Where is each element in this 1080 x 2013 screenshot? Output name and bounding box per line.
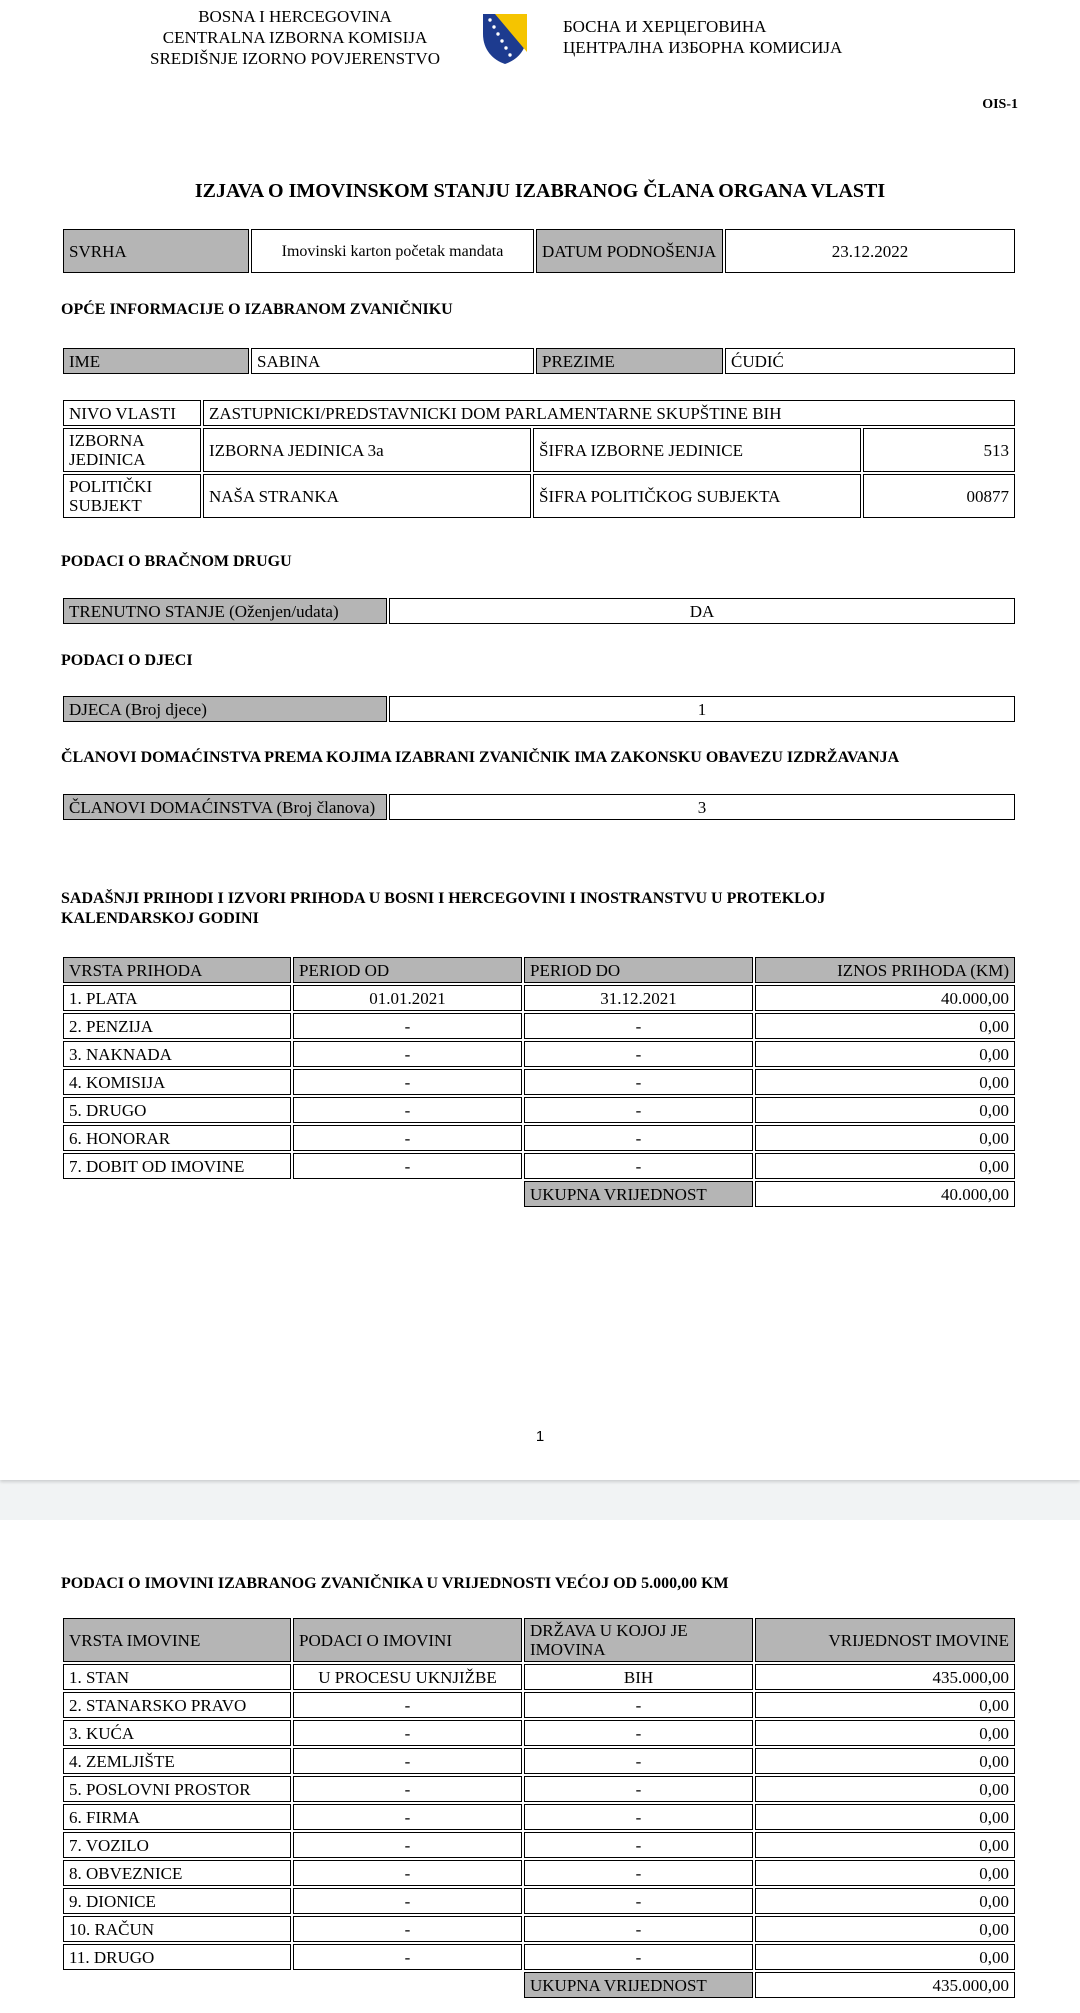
income-amount: 0,00 — [755, 1069, 1015, 1095]
asset-value: 0,00 — [755, 1748, 1015, 1774]
household-value: 3 — [389, 794, 1015, 820]
asset-country: - — [524, 1944, 753, 1970]
income-table — [61, 955, 1017, 1209]
header-line: БОСНА И ХЕРЦЕГОВИНА — [563, 17, 767, 36]
household-heading: ČLANOVI DOMAĆINSTVA PREMA KOJIMA IZABRANI ZVANIČNIK IMA ZAKONSKU OBAVEZU IZDRŽAVANJA — [61, 749, 900, 766]
income-to: - — [524, 1097, 753, 1123]
unit-value: IZBORNA JEDINICA 3a — [203, 428, 531, 472]
assets-header-details: PODACI O IMOVINI — [293, 1618, 522, 1662]
asset-details: - — [293, 1860, 522, 1886]
table-row — [63, 1013, 1015, 1039]
income-amount: 0,00 — [755, 1125, 1015, 1151]
asset-details: - — [293, 1944, 522, 1970]
income-from: - — [293, 1041, 522, 1067]
asset-details: - — [293, 1692, 522, 1718]
income-type: 7. DOBIT OD IMOVINE — [63, 1153, 291, 1179]
name-table — [61, 346, 1017, 376]
party-value: NAŠA STRANKA — [203, 474, 531, 518]
table-row — [63, 1832, 1015, 1858]
assets-header-value: VRIJEDNOST IMOVINE — [755, 1618, 1015, 1662]
level-label: NIVO VLASTI — [63, 400, 201, 426]
table-row — [63, 1125, 1015, 1151]
purpose-table — [61, 227, 1017, 275]
assets-table — [61, 1616, 1017, 2000]
income-type: 5. DRUGO — [63, 1097, 291, 1123]
asset-country: - — [524, 1776, 753, 1802]
asset-type: 6. FIRMA — [63, 1804, 291, 1830]
children-table — [61, 694, 1017, 724]
income-total-label: UKUPNA VRIJEDNOST — [524, 1181, 753, 1207]
header-line: SREDIŠNJE IZORNO POVJERENSTVO — [150, 49, 440, 68]
asset-details: U PROCESU UKNJIŽBE — [293, 1664, 522, 1690]
asset-country: - — [524, 1804, 753, 1830]
spouse-table — [61, 596, 1017, 626]
unit-label: IZBORNA JEDINICA — [63, 428, 201, 472]
header-line: BOSNA I HERCEGOVINA — [198, 7, 392, 26]
income-to: 31.12.2021 — [524, 985, 753, 1011]
asset-type: 10. RAČUN — [63, 1916, 291, 1942]
table-row — [63, 1860, 1015, 1886]
form-code: OIS-1 — [982, 97, 1018, 112]
table-row — [63, 1720, 1015, 1746]
table-row — [63, 1804, 1015, 1830]
income-total-value: 40.000,00 — [755, 1181, 1015, 1207]
bih-coat-of-arms-icon — [481, 12, 529, 66]
asset-details: - — [293, 1916, 522, 1942]
asset-value: 0,00 — [755, 1916, 1015, 1942]
purpose-label: SVRHA — [63, 229, 249, 273]
table-row — [63, 1776, 1015, 1802]
income-header-type: VRSTA PRIHODA — [63, 957, 291, 983]
document-page-2 — [0, 1520, 1080, 2013]
asset-country: - — [524, 1916, 753, 1942]
table-row — [63, 1692, 1015, 1718]
assets-heading: PODACI O IMOVINI IZABRANOG ZVANIČNIKA U VRIJEDNOSTI VEĆOJ OD 5.000,00 KM — [61, 1575, 729, 1592]
name-label: IME — [63, 348, 249, 374]
header-line: CENTRALNA IZBORNA KOMISIJA — [162, 28, 428, 47]
asset-value: 0,00 — [755, 1888, 1015, 1914]
official-info-table — [61, 398, 1017, 520]
income-header-from: PERIOD OD — [293, 957, 522, 983]
income-to: - — [524, 1153, 753, 1179]
asset-type: 9. DIONICE — [63, 1888, 291, 1914]
income-from: - — [293, 1153, 522, 1179]
assets-total-label: UKUPNA VRIJEDNOST — [524, 1972, 753, 1998]
asset-details: - — [293, 1776, 522, 1802]
page-number: 1 — [535, 1428, 545, 1445]
name-value: SABINA — [251, 348, 534, 374]
table-row — [63, 1069, 1015, 1095]
income-amount: 0,00 — [755, 1013, 1015, 1039]
table-row — [63, 1664, 1015, 1690]
asset-type: 2. STANARSKO PRAVO — [63, 1692, 291, 1718]
table-row — [63, 1748, 1015, 1774]
children-value: 1 — [389, 696, 1015, 722]
general-heading: OPĆE INFORMACIJE O IZABRANOM ZVANIČNIKU — [61, 301, 453, 318]
income-to: - — [524, 1125, 753, 1151]
children-label: DJECA (Broj djece) — [63, 696, 387, 722]
spouse-value: DA — [389, 598, 1015, 624]
assets-total-row — [63, 1972, 1015, 1998]
asset-type: 11. DRUGO — [63, 1944, 291, 1970]
table-row — [63, 1041, 1015, 1067]
header-right-cyrillic — [563, 16, 893, 58]
table-row — [63, 985, 1015, 1011]
header-line: ЦЕНТРАЛНА ИЗБОРНА КОМИСИЈА — [563, 38, 843, 57]
children-heading: PODACI O DJECI — [61, 652, 193, 669]
asset-type: 1. STAN — [63, 1664, 291, 1690]
surname-value: ĆUDIĆ — [725, 348, 1015, 374]
asset-details: - — [293, 1832, 522, 1858]
income-heading — [61, 889, 825, 929]
party-label: POLITIČKI SUBJEKT — [63, 474, 201, 518]
income-heading-line: KALENDARSKOJ GODINI — [61, 910, 259, 927]
asset-type: 7. VOZILO — [63, 1832, 291, 1858]
assets-header-type: VRSTA IMOVINE — [63, 1618, 291, 1662]
asset-value: 0,00 — [755, 1832, 1015, 1858]
income-type: 4. KOMISIJA — [63, 1069, 291, 1095]
income-header-to: PERIOD DO — [524, 957, 753, 983]
asset-value: 0,00 — [755, 1804, 1015, 1830]
asset-type: 3. KUĆA — [63, 1720, 291, 1746]
income-heading-line: SADAŠNJI PRIHODI I IZVORI PRIHODA U BOSNI I HERCEGOVINI I INOSTRANSTVU U PROTEKLOJ — [61, 890, 826, 907]
spouse-heading: PODACI O BRAČNOM DRUGU — [61, 553, 292, 570]
household-table — [61, 792, 1017, 822]
unit-code-value: 513 — [863, 428, 1015, 472]
table-row — [63, 1097, 1015, 1123]
income-type: 1. PLATA — [63, 985, 291, 1011]
header-left-latin — [140, 6, 450, 69]
income-amount: 0,00 — [755, 1097, 1015, 1123]
asset-value: 0,00 — [755, 1776, 1015, 1802]
asset-type: 8. OBVEZNICE — [63, 1860, 291, 1886]
income-amount: 40.000,00 — [755, 985, 1015, 1011]
asset-details: - — [293, 1720, 522, 1746]
asset-country: - — [524, 1692, 753, 1718]
income-amount: 0,00 — [755, 1153, 1015, 1179]
income-from: - — [293, 1097, 522, 1123]
income-amount: 0,00 — [755, 1041, 1015, 1067]
asset-value: 0,00 — [755, 1944, 1015, 1970]
purpose-value: Imovinski karton početak mandata — [251, 229, 534, 273]
party-code-value: 00877 — [863, 474, 1015, 518]
date-value: 23.12.2022 — [725, 229, 1015, 273]
date-label: DATUM PODNOŠENJA — [536, 229, 723, 273]
income-total-row — [63, 1181, 1015, 1207]
household-label: ČLANOVI DOMAĆINSTVA (Broj članova) — [63, 794, 387, 820]
surname-label: PREZIME — [536, 348, 723, 374]
asset-value: 435.000,00 — [755, 1664, 1015, 1690]
income-type: 6. HONORAR — [63, 1125, 291, 1151]
level-value: ZASTUPNICKI/PREDSTAVNICKI DOM PARLAMENTARNE SKUPŠTINE BIH — [203, 400, 1015, 426]
income-to: - — [524, 1041, 753, 1067]
asset-country: - — [524, 1860, 753, 1886]
asset-details: - — [293, 1748, 522, 1774]
income-to: - — [524, 1069, 753, 1095]
table-row — [63, 1916, 1015, 1942]
income-from: 01.01.2021 — [293, 985, 522, 1011]
asset-details: - — [293, 1888, 522, 1914]
table-row — [63, 1888, 1015, 1914]
table-row — [63, 1153, 1015, 1179]
income-type: 2. PENZIJA — [63, 1013, 291, 1039]
table-row — [63, 1944, 1015, 1970]
asset-type: 4. ZEMLJIŠTE — [63, 1748, 291, 1774]
asset-country: - — [524, 1748, 753, 1774]
spouse-label: TRENUTNO STANJE (Oženjen/udata) — [63, 598, 387, 624]
asset-value: 0,00 — [755, 1860, 1015, 1886]
income-header-amount: IZNOS PRIHODA (KM) — [755, 957, 1015, 983]
asset-country: BIH — [524, 1664, 753, 1690]
assets-total-value: 435.000,00 — [755, 1972, 1015, 1998]
asset-value: 0,00 — [755, 1692, 1015, 1718]
assets-header-country: DRŽAVA U KOJOJ JE IMOVINA — [524, 1618, 753, 1662]
asset-type: 5. POSLOVNI PROSTOR — [63, 1776, 291, 1802]
asset-country: - — [524, 1720, 753, 1746]
party-code-label: ŠIFRA POLITIČKOG SUBJEKTA — [533, 474, 861, 518]
asset-country: - — [524, 1832, 753, 1858]
income-from: - — [293, 1069, 522, 1095]
income-type: 3. NAKNADA — [63, 1041, 291, 1067]
asset-value: 0,00 — [755, 1720, 1015, 1746]
asset-details: - — [293, 1804, 522, 1830]
income-to: - — [524, 1013, 753, 1039]
asset-country: - — [524, 1888, 753, 1914]
document-title: IZJAVA O IMOVINSKOM STANJU IZABRANOG ČLANA ORGANA VLASTI — [194, 180, 886, 202]
income-from: - — [293, 1013, 522, 1039]
income-from: - — [293, 1125, 522, 1151]
unit-code-label: ŠIFRA IZBORNE JEDINICE — [533, 428, 861, 472]
